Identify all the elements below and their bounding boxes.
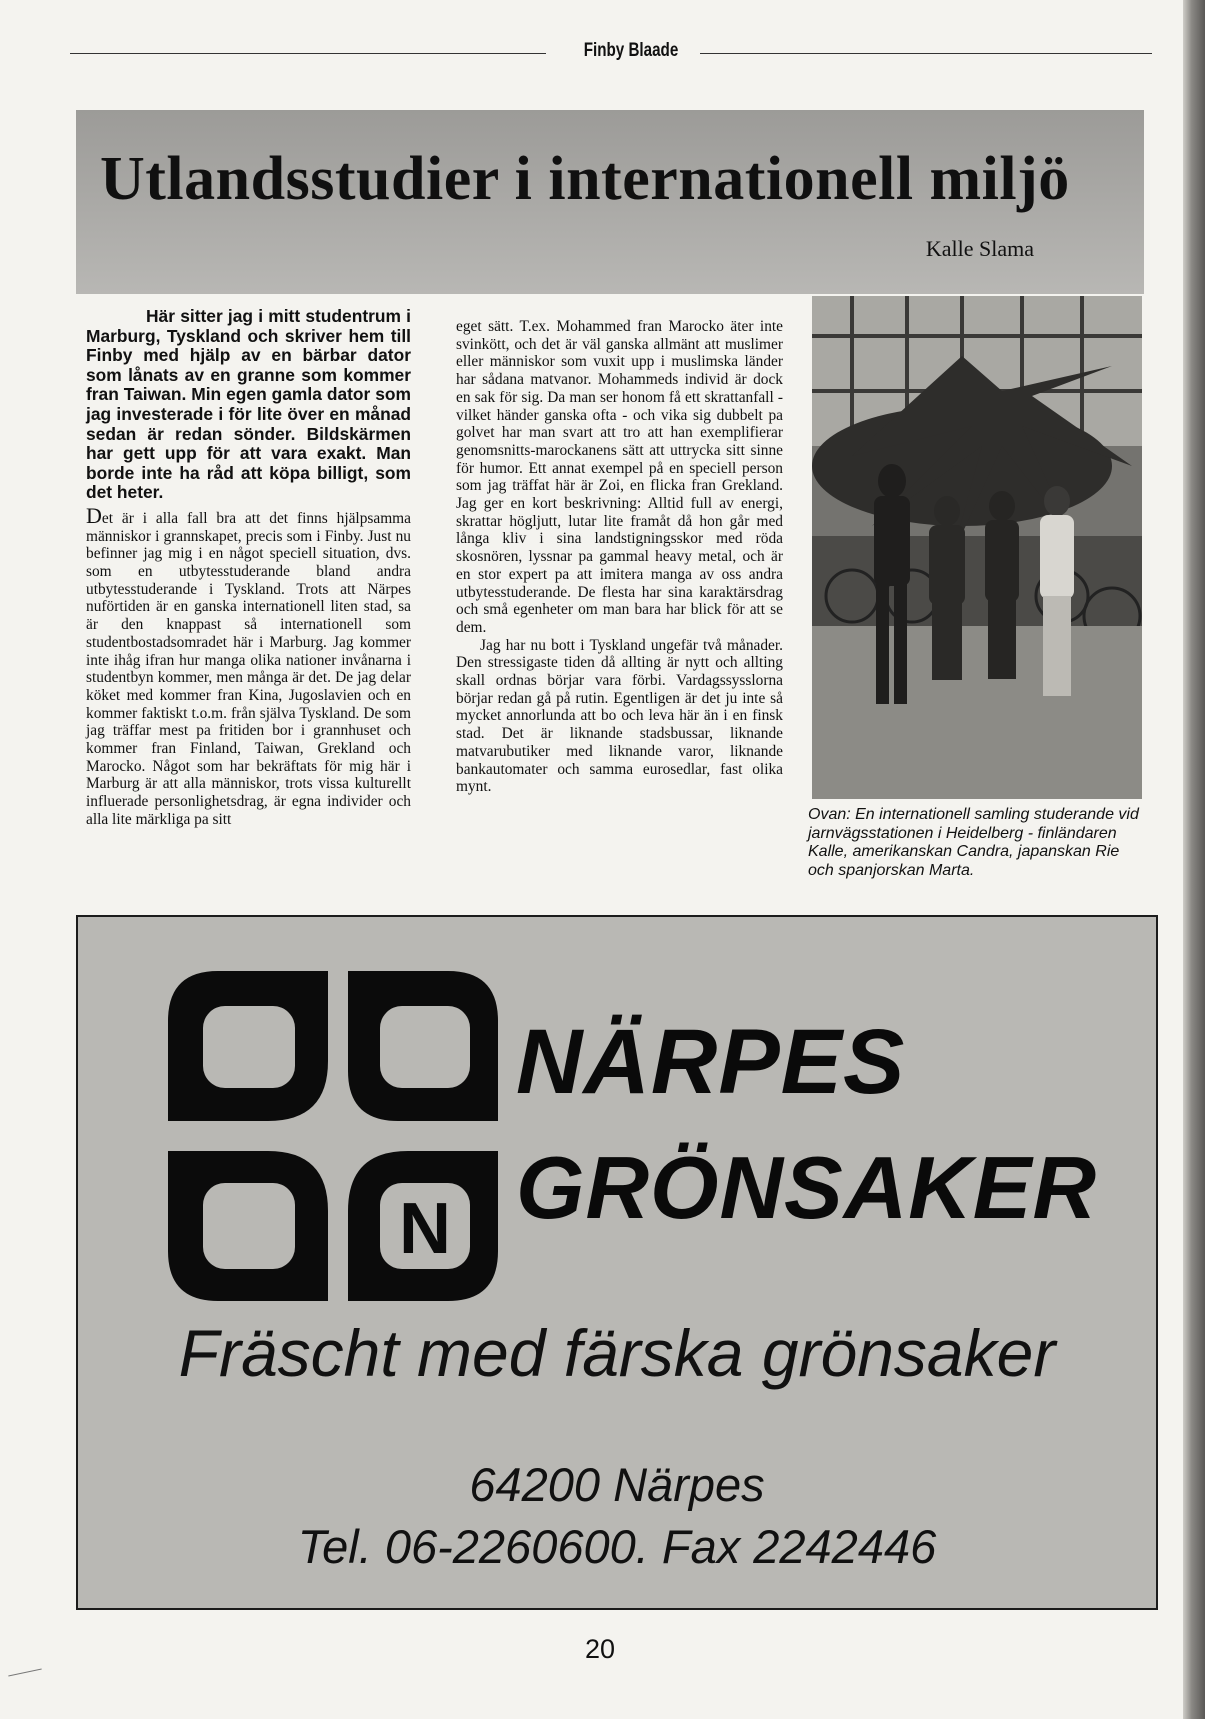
brand-line-1: NÄRPES [516, 1011, 906, 1113]
header-rule-right [700, 53, 1152, 54]
ad-address: 64200 Närpes [469, 1458, 765, 1511]
article-title-band [76, 110, 1144, 294]
article-photo [812, 296, 1142, 799]
page-number: 20 [584, 1634, 616, 1664]
body-paragraph-2: Jag har nu bott i Tyskland ungefär två månader. Den stressigaste tiden då allting är nytt och allting skall ordnas börjar vara förbi. Vardagssysslorna börjar redan gå på rutin. Egentligen är det ju inte så mycket annorlunda att bo och leva här än i en finsk stad. Det är liknande stadsbussar, liknande matvarubutiker med liknande varor, liknande bankautomater och samma eurosedlar, fast olika mynt. [456, 636, 783, 796]
article-column-2 [456, 318, 783, 796]
narpes-gronsaker-logo [158, 961, 508, 1311]
article-title: Utlandsstudier i internationell miljö [100, 145, 1070, 213]
header-rule-left [70, 53, 546, 54]
corner-mark [8, 1668, 41, 1676]
advertisement [76, 915, 1158, 1610]
drop-cap: D [86, 502, 102, 528]
article-column-1 [86, 307, 411, 829]
photo-caption: Ovan: En internationell samling studerande vid jarnvägsstationen i Heidelberg - finländaren Kalle, amerikanskan Candra, japanskan Rie och spanjorskan Marta. [808, 806, 1139, 879]
body-text: et är i alla fall bra att det finns hjälpsamma människor i grannskapet, precis som i Finby. Just nu befinner jag mig i en något speciell situation, dvs. som en utbytesstuderande bland andra utbytesstuderande i Tyskland. Trots att Närpes nuförtiden är en ganska internationell liten stad, sa är den knappast så internationell som studentbostadsomradet här i Marburg. Jag kommer inte ihåg ifran hur manga olika nationer invånarna i studentbyn kommer, men många är det. De jag delar köket med kommer fran Kina, Jugoslavien och en kommer faktiskt t.o.m. från själva Tyskland. De som jag träffar mest pa fritiden bor i grannhuset och kommer fran Finland, Taiwan, Grekland och Marocko. Något som har bekräftats för mig här i Marburg är att alla människor, trots vissa kulturellt influerade personlighetsdrag, är egna individer och alla lite märkliga pa sitt [86, 509, 411, 828]
article-lead: Här sitter jag i mitt studentrum i Marburg, Tyskland och skriver hem till Finby med hjälp av en bärbar dator som lånats av en granne som kommer fran Taiwan. Min egen gamla dator som jag investerade i för lite över en månad sedan är redan sönder. Bildskärmen har gett upp för att vara exakt. Man borde inte ha råd att köpa billigt, som det heter. [86, 306, 411, 503]
ad-phone: Tel. 06-2260600. Fax 2242446 [297, 1520, 937, 1573]
body-paragraph-1: eget sätt. T.ex. Mohammed fran Marocko äter inte svinkött, och det är väl ganska allmänt att muslimer eller människor som vuxit upp i muslimska länder har sådana matvanor. Mohammeds individ är dock en sak för sig. Da man ser honom få ett skrattanfall - vilket händer ganska ofta - och vika sig dubbelt pa golvet har man svart att tro att han exemplifierar genomsnitts-marockanens sätt att uttrycka sitt sinne för humor. Ett annat exempel på en speciell person som jag träffat här är Zoi, en flicka fran Grekland. Jag ger en kort beskrivning: Alltid full av energi, skrattar högljutt, lutar lite framåt då hon går med långa kliv i sina landstigningsskor med röda skosnören, lyssnar pa gammal heavy metal, och är en stor expert pa att imitera manga av oss andra utbytesstuderande. De flesta har sina karaktärsdrag och små egenheter om man bara har blick för att se dem. [456, 318, 783, 636]
article-author: Kalle Slama [925, 236, 1034, 261]
ad-slogan: Fräscht med färska grönsaker [178, 1316, 1056, 1390]
article-body-col1 [86, 502, 411, 829]
publication-title: Finby Blaade [583, 40, 679, 61]
brand-line-2: GRÖNSAKER [516, 1138, 1098, 1237]
logo-letter: N [399, 1189, 451, 1269]
page-edge-shadow [1183, 0, 1205, 1719]
